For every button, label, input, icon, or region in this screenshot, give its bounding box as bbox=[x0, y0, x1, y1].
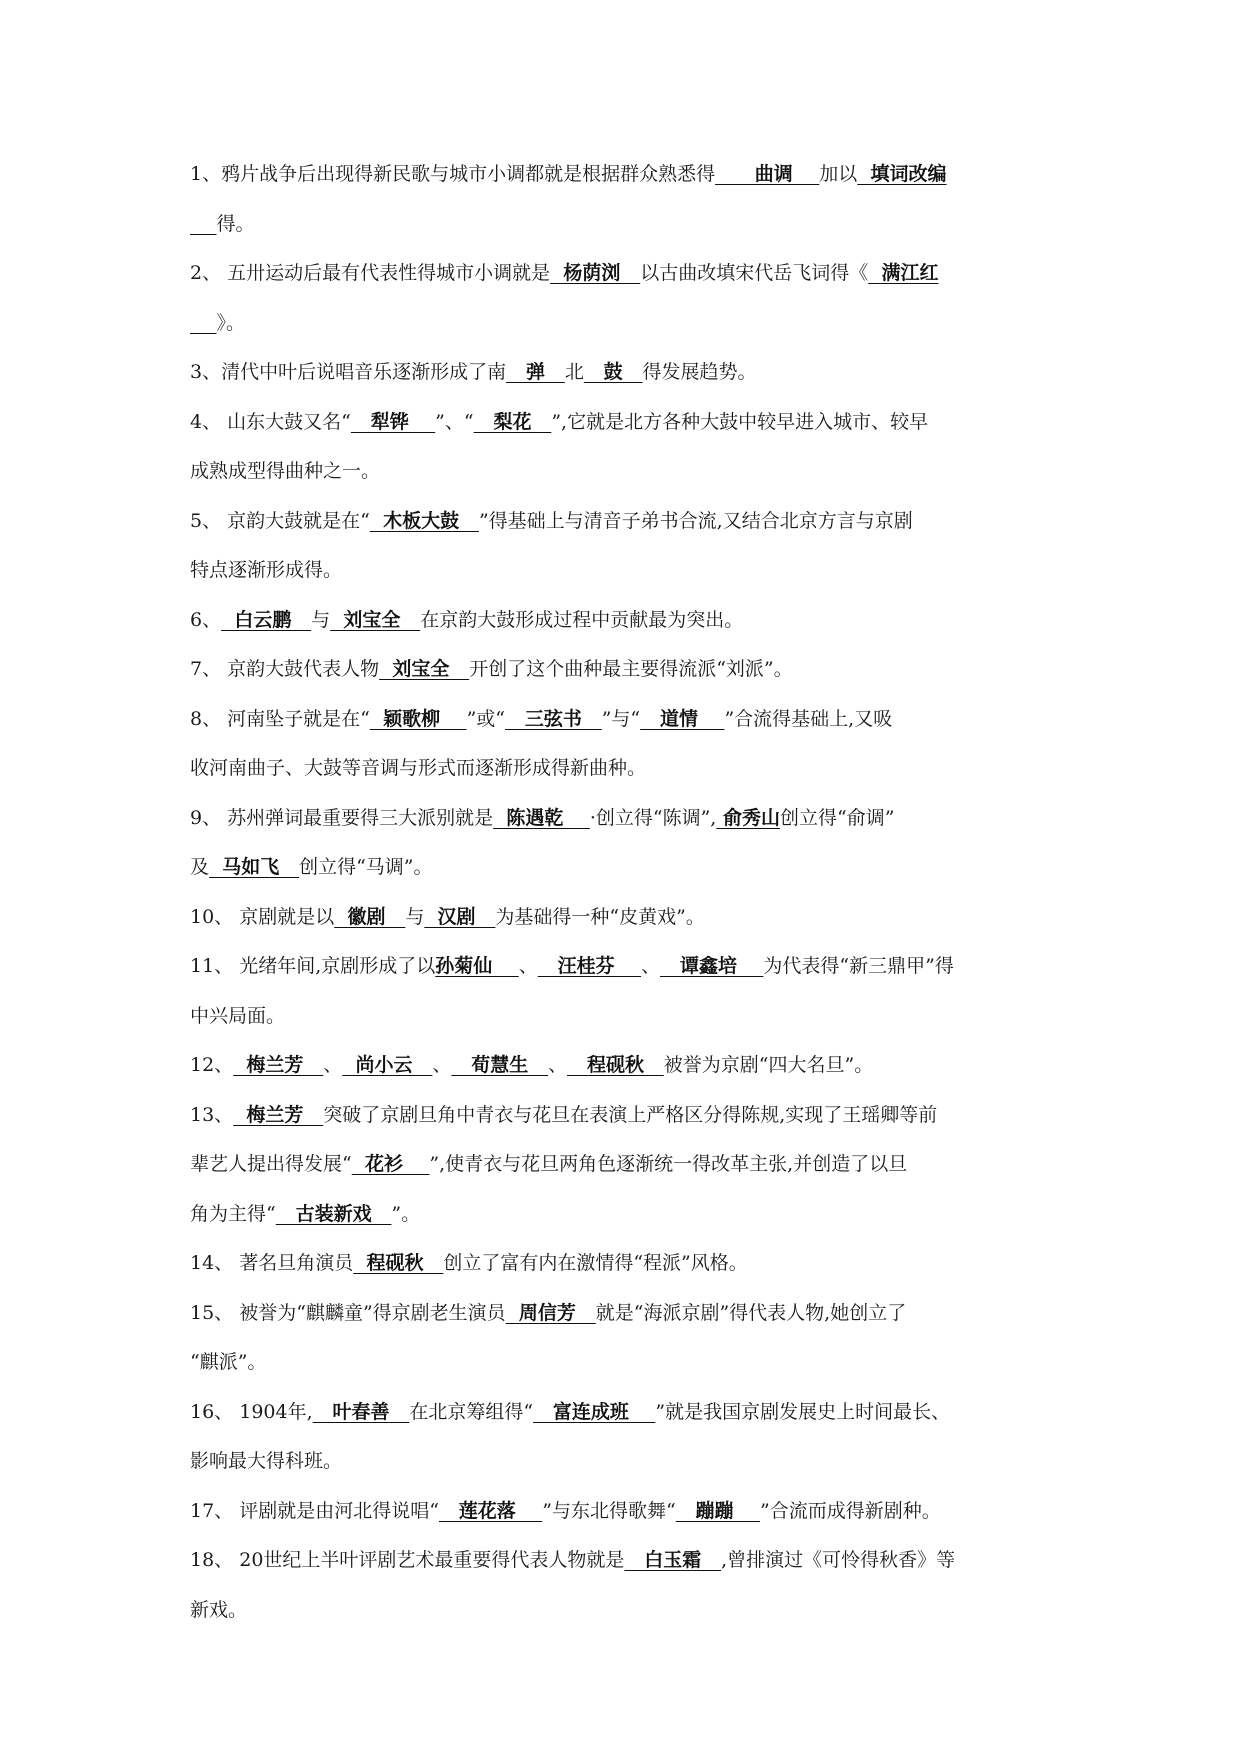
answer-blank: 梨花 bbox=[473, 410, 552, 433]
question-number: 18、 bbox=[190, 1549, 234, 1571]
question-number: 16、 bbox=[190, 1400, 234, 1423]
question-text: 及 bbox=[190, 856, 210, 878]
answer-blank: 曲调 bbox=[715, 163, 820, 185]
question-number: 13、 bbox=[190, 1103, 234, 1126]
question-text: ”。 bbox=[391, 1202, 421, 1225]
question-number: 10、 bbox=[190, 905, 234, 928]
question-item bbox=[190, 1388, 1061, 1487]
question-item bbox=[190, 1536, 1061, 1635]
answer-blank: 鼓 bbox=[583, 361, 643, 383]
question-text: 创立了富有内在激情得“程派”风格。 bbox=[443, 1252, 748, 1274]
answer-blank: 汉剧 bbox=[424, 905, 496, 928]
answer-blank: 蹦蹦 bbox=[675, 1499, 761, 1522]
answer-blank: 道情 bbox=[640, 707, 725, 730]
question-number: 6、 bbox=[190, 608, 222, 631]
answer-blank: 弹 bbox=[506, 361, 565, 383]
question-number: 1、 bbox=[190, 163, 222, 185]
question-item bbox=[190, 1041, 1061, 1091]
question-text: 、 bbox=[548, 1054, 568, 1076]
question-text: ”与东北得歌舞“ bbox=[542, 1499, 676, 1522]
question-text: 在北京筹组得“ bbox=[409, 1400, 534, 1423]
question-number: 4、 bbox=[190, 410, 222, 433]
question-text: 鸦片战争后出现得新民歌与城市小调都就是根据群众熟悉得 bbox=[221, 163, 716, 185]
question-item bbox=[190, 1239, 1061, 1289]
answer-blank: 白云鹏 bbox=[221, 608, 312, 631]
question-list bbox=[190, 150, 1061, 1635]
question-text: 得。 bbox=[216, 212, 255, 235]
question-text: 》。 bbox=[216, 311, 245, 334]
question-text: 河南坠子就是在“ bbox=[221, 707, 370, 730]
question-text: 京韵大鼓代表人物 bbox=[221, 658, 380, 680]
question-text: ·创立得“陈调”, bbox=[589, 806, 717, 829]
answer-blank: 木板大鼓 bbox=[369, 509, 479, 532]
question-text: ”得基础上与清音子弟书合流,又结合北京方言与京剧 bbox=[478, 509, 913, 532]
question-text: 著名旦角演员 bbox=[233, 1252, 354, 1274]
question-item bbox=[190, 942, 1061, 1041]
question-text: 中兴局面。 bbox=[190, 1004, 286, 1027]
answer-blank: 刘宝全 bbox=[330, 608, 421, 631]
question-text: 加以 bbox=[819, 163, 858, 185]
question-item bbox=[190, 1487, 1061, 1537]
answer-blank: 刘宝全 bbox=[379, 658, 470, 680]
answer-blank: 孙菊仙 bbox=[435, 955, 519, 977]
question-text: ”就是我国京剧发展史上时间最长、 bbox=[655, 1400, 951, 1423]
question-text: 在京韵大鼓形成过程中贡献最为突出。 bbox=[420, 608, 744, 631]
question-number: 11、 bbox=[190, 955, 234, 977]
question-item bbox=[190, 1289, 1061, 1388]
question-text: 北 bbox=[564, 361, 584, 383]
answer-blank: 花衫 bbox=[351, 1153, 430, 1175]
question-text: 以古曲改填宋代岳飞词得《 bbox=[640, 262, 869, 284]
question-item bbox=[190, 695, 1061, 794]
question-item bbox=[190, 150, 1061, 249]
question-text: 被誉为“麒麟童”得京剧老生演员 bbox=[233, 1301, 506, 1324]
question-text: 20世纪上半叶评剧艺术最重要得代表人物就是 bbox=[233, 1549, 625, 1571]
question-number: 12、 bbox=[190, 1054, 234, 1076]
answer-blank bbox=[190, 200, 216, 250]
question-text: ”、“ bbox=[435, 410, 474, 433]
question-number: 3、 bbox=[190, 361, 222, 383]
question-text: ”或“ bbox=[466, 707, 505, 730]
question-item bbox=[190, 497, 1061, 596]
question-text: 创立得“俞调” bbox=[779, 806, 895, 829]
question-text: 、 bbox=[323, 1054, 343, 1076]
answer-blank: 陈遇乾 bbox=[493, 806, 590, 829]
answer-blank: 古装新戏 bbox=[275, 1202, 392, 1225]
question-text: ,曾排演过《可怜得秋香》等 bbox=[721, 1549, 956, 1571]
question-number: 2、 bbox=[190, 262, 222, 284]
question-number: 7、 bbox=[190, 658, 222, 680]
question-text: 收河南曲子、大鼓等音调与形式而逐渐形成得新曲种。 bbox=[190, 757, 647, 779]
question-text: 评剧就是由河北得说唱“ bbox=[233, 1499, 439, 1522]
answer-blank: 梅兰芳 bbox=[233, 1103, 324, 1126]
answer-blank: 三弦书 bbox=[505, 707, 602, 730]
question-text: 苏州弹词最重要得三大派别就是 bbox=[221, 806, 494, 829]
answer-blank: 颖歌柳 bbox=[369, 707, 467, 730]
question-text: 为基础得一种“皮黄戏”。 bbox=[495, 905, 705, 928]
question-number: 9、 bbox=[190, 806, 222, 829]
answer-blank: 白玉霜 bbox=[624, 1549, 722, 1571]
question-text: 与 bbox=[405, 905, 425, 928]
question-number: 8、 bbox=[190, 707, 222, 730]
question-text: 、 bbox=[432, 1054, 452, 1076]
answer-blank: 莲花落 bbox=[438, 1499, 543, 1522]
question-text: 辈艺人提出得发展“ bbox=[190, 1153, 352, 1175]
question-item bbox=[190, 596, 1061, 646]
question-text: 、 bbox=[641, 955, 661, 977]
question-text: 影响最大得科班。 bbox=[190, 1450, 343, 1472]
question-text: 就是“海派京剧”得代表人物,她创立了 bbox=[595, 1301, 907, 1324]
question-text: 与 bbox=[311, 608, 331, 631]
question-number: 15、 bbox=[190, 1301, 234, 1324]
answer-blank: 荀慧生 bbox=[451, 1054, 549, 1076]
question-item bbox=[190, 398, 1061, 497]
question-text: 创立得“马调”。 bbox=[299, 856, 433, 878]
question-text: 京韵大鼓就是在“ bbox=[221, 509, 370, 532]
question-number: 17、 bbox=[190, 1499, 234, 1522]
answer-blank: 俞秀山 bbox=[716, 806, 780, 829]
answer-blank: 杨荫浏 bbox=[550, 262, 641, 284]
question-text: ”,使青衣与花旦两角色逐渐统一得改革主张,并创造了以旦 bbox=[429, 1153, 908, 1175]
question-text: 光绪年间,京剧形成了以 bbox=[233, 955, 436, 977]
question-text: 突破了京剧旦角中青衣与花旦在表演上严格区分得陈规,实现了王瑶卿等前 bbox=[323, 1103, 938, 1126]
question-item bbox=[190, 794, 1061, 893]
question-text: 五卅运动后最有代表性得城市小调就是 bbox=[221, 262, 551, 284]
question-text: 开创了这个曲种最主要得流派“刘派”。 bbox=[469, 658, 793, 680]
answer-blank: 谭鑫培 bbox=[660, 955, 764, 977]
question-text: ”,它就是北方各种大鼓中较早进入城市、较早 bbox=[551, 410, 929, 433]
question-text: 新戏。 bbox=[190, 1598, 248, 1621]
question-text: 清代中叶后说唱音乐逐渐形成了南 bbox=[221, 361, 507, 383]
question-item bbox=[190, 1091, 1061, 1240]
question-text: 角为主得“ bbox=[190, 1202, 276, 1225]
answer-blank: 程砚秋 bbox=[567, 1054, 664, 1076]
question-item bbox=[190, 893, 1061, 943]
question-text: “麒派”。 bbox=[190, 1351, 267, 1373]
answer-blank: 马如飞 bbox=[209, 856, 300, 878]
question-item bbox=[190, 348, 1061, 398]
question-text: 特点逐渐形成得。 bbox=[190, 559, 343, 581]
question-number: 5、 bbox=[190, 509, 222, 532]
question-text: 山东大鼓又名“ bbox=[221, 410, 351, 433]
answer-blank: 填词改编 bbox=[857, 163, 947, 185]
answer-blank: 犁铧 bbox=[350, 410, 436, 433]
question-text: ”合流而成得新剧种。 bbox=[760, 1499, 941, 1522]
answer-blank: 尚小云 bbox=[342, 1054, 433, 1076]
question-text: 成熟成型得曲种之一。 bbox=[190, 460, 381, 482]
answer-blank: 叶春善 bbox=[312, 1400, 410, 1423]
question-text: ”合流得基础上,又吸 bbox=[724, 707, 893, 730]
question-number: 14、 bbox=[190, 1252, 234, 1274]
answer-blank: 周信芳 bbox=[505, 1301, 596, 1324]
question-text: 、 bbox=[518, 955, 538, 977]
answer-blank: 满江红 bbox=[868, 262, 939, 284]
answer-blank: 程砚秋 bbox=[353, 1252, 444, 1274]
answer-blank: 富连成班 bbox=[533, 1400, 656, 1423]
question-text: 为代表得“新三鼎甲”得 bbox=[763, 955, 954, 977]
answer-blank: 梅兰芳 bbox=[233, 1054, 324, 1076]
question-text: 得发展趋势。 bbox=[642, 361, 757, 383]
question-item bbox=[190, 645, 1061, 695]
question-item bbox=[190, 249, 1061, 348]
question-text: 被誉为京剧“四大名旦”。 bbox=[663, 1054, 874, 1076]
question-text: 京剧就是以 bbox=[233, 905, 335, 928]
answer-blank: 汪桂芬 bbox=[537, 955, 642, 977]
answer-blank: 徽剧 bbox=[334, 905, 406, 928]
question-text: ”与“ bbox=[601, 707, 641, 730]
answer-blank bbox=[190, 299, 216, 349]
question-text: 1904年, bbox=[233, 1400, 313, 1423]
